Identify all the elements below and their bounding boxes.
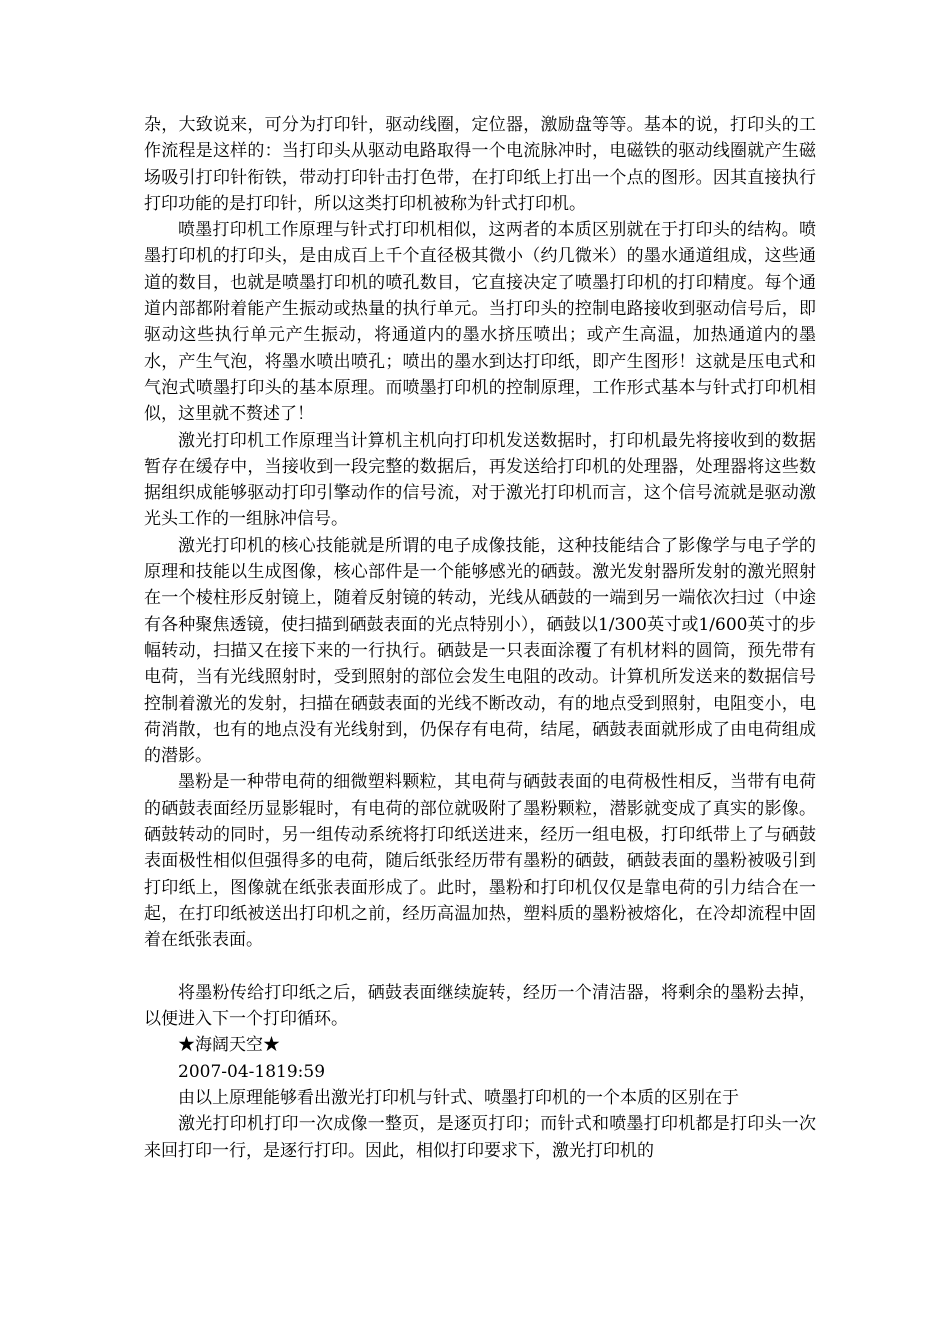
- post-timestamp: 2007-04-1819:59: [178, 1061, 326, 1082]
- paragraph-laser-imaging: 激光打印机的核心技能就是所谓的电子成像技能，这种技能结合了影像学与电子学的原理和技能以生成图像，核心部件是一个能够感光的硒鼓。激光发射器所发射的激光照射在一个棱柱形反射镜上，随着反射镜的转动，光线从硒鼓的一端到另一端依次扫过（中途有各种聚焦透镜，使扫描到硒鼓表面的光点特别小），硒鼓以1/300英寸或1/600英寸的步幅转动，扫描又在接下来的一行执行。硒鼓是一只表面涂覆了有机材料的圆筒，预先带有电荷，当有光线照射时，受到照射的部位会发生电阻的改动。计算机所发送来的数据信号控制着激光的发射，扫描在硒鼓表面的光线不断改动，有的地点受到照射，电阻变小，电荷消散，也有的地点没有光线射到，仍保存有电荷，结尾，硒鼓表面就形成了由电荷组成的潜影。: [144, 535, 816, 767]
- paragraph-page-vs-line: 激光打印机打印一次成像一整页，是逐页打印；而针式和喷墨打印机都是打印头一次来回打印一行，是逐行打印。因此，相似打印要求下，激光打印机的: [144, 1114, 816, 1161]
- paragraph-inkjet-principle: 喷墨打印机工作原理与针式打印机相似，这两者的本质区别就在于打印头的结构。喷墨打印机的打印头，是由成百上千个直径极其微小（约几微米）的墨水通道组成，这些通道的数目，也就是喷墨打印机的喷孔数目，它直接决定了喷墨打印机的打印精度。每个通道内部都附着能产生振动或热量的执行单元。当打印头的控制电路接收到驱动信号后，即驱动这些执行单元产生振动，将通道内的墨水挤压喷出；或产生高温，加热通道内的墨水，产生气泡，将墨水喷出喷孔；喷出的墨水到达打印纸，即产生图形！这就是压电式和气泡式喷墨打印头的基本原理。而喷墨打印机的控制原理，工作形式基本与针式打印机相似，这里就不赘述了！: [144, 220, 816, 425]
- paragraph-difference-intro: 由以上原理能够看出激光打印机与针式、喷墨打印机的一个本质的区别在于: [178, 1087, 739, 1108]
- paragraph-laser-principle: 激光打印机工作原理当计算机主机向打印机发送数据时，打印机最先将接收到的数据暂存在缓存中，当接收到一段完整的数据后，再发送给打印机的处理器，处理器将这些数据组织成能够驱动打印引擎动作的信号流，对于激光打印机而言，这个信号流就是驱动激光头工作的一组脉冲信号。: [144, 430, 816, 530]
- paragraph-toner: 墨粉是一种带电荷的细微塑料颗粒，其电荷与硒鼓表面的电荷极性相反，当带有电荷的硒鼓表面经历显影辊时，有电荷的部位就吸附了墨粉颗粒，潜影就变成了真实的影像。硒鼓转动的同时，另一组传动系统将打印纸送进来，经历一组电极，打印纸带上了与硒鼓表面极性相似但强得多的电荷，随后纸张经历带有墨粉的硒鼓，硒鼓表面的墨粉被吸引到打印纸上，图像就在纸张表面形成了。此时，墨粉和打印机仅仅是靠电荷的引力结合在一起，在打印纸被送出打印机之前，经历高温加热，塑料质的墨粉被熔化，在冷却流程中固着在纸张表面。: [144, 772, 816, 951]
- author-signature: ★海阔天空★: [178, 1035, 280, 1056]
- document-page: [144, 112, 816, 1164]
- paragraph-dot-matrix-continued: 杂，大致说来，可分为打印针，驱动线圈，定位器，激励盘等等。基本的说，打印头的工作流程是这样的：当打印头从驱动电路取得一个电流脉冲时，电磁铁的驱动线圈就产生磁场吸引打印针衔铁，带动打印针击打色带，在打印纸上打出一个点的图形。因其直接执行打印功能的是打印针，所以这类打印机被称为针式打印机。: [144, 115, 816, 214]
- paragraph-cleaning: 将墨粉传给打印纸之后，硒鼓表面继续旋转，经历一个清洁器，将剩余的墨粉去掉，以便进入下一个打印循环。: [144, 982, 816, 1030]
- blank-line: [144, 954, 816, 980]
